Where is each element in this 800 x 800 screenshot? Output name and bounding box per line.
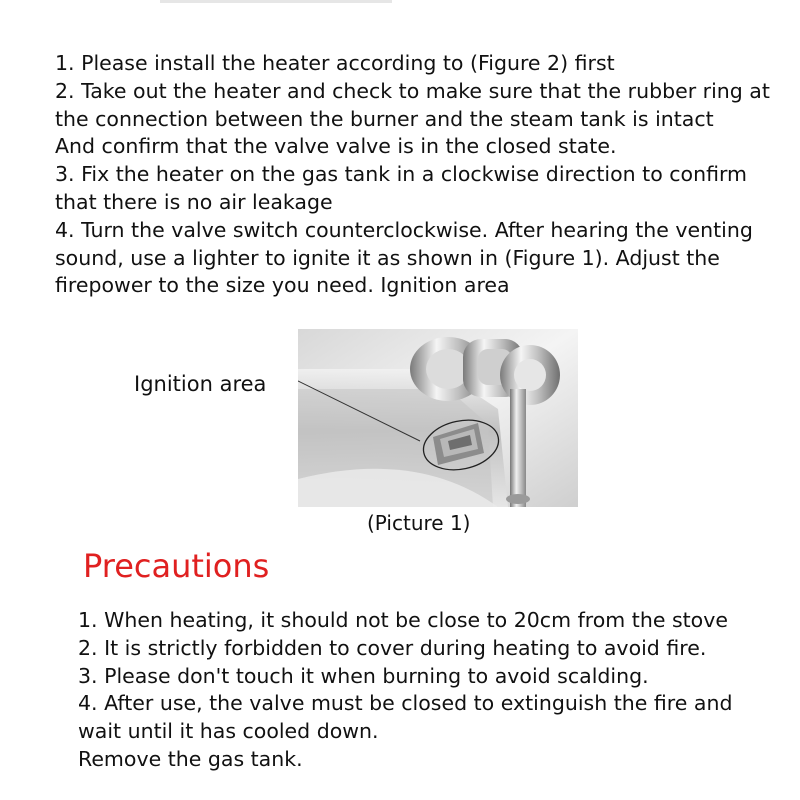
ignition-area-label: Ignition area — [134, 372, 267, 396]
top-divider — [160, 0, 392, 3]
instruction-step-1: 1. Please install the heater according to (Figure 2) first — [55, 51, 615, 75]
instruction-step-4: 4. Turn the valve switch counterclockwise. After hearing the venting sound, use a lighter to ignite it as shown in (Figure 1). Adjust the firepower to the size you need. Ignition area — [55, 217, 753, 298]
heater-valve-photo — [298, 329, 578, 507]
precautions-title: Precautions — [83, 547, 270, 585]
figure-caption: (Picture 1) — [367, 511, 471, 535]
precautions-list — [78, 607, 778, 774]
precaution-item-1: 1. When heating, it should not be close to 20cm from the stove — [78, 608, 728, 632]
precaution-item-4: 4. After use, the valve must be closed to extinguish the fire and wait until it has cooled down. — [78, 691, 733, 744]
instruction-step-2-note: And confirm that the valve valve is in the closed state. — [55, 134, 617, 159]
instruction-list — [55, 50, 785, 300]
precaution-item-5: Remove the gas tank. — [78, 746, 303, 771]
instruction-step-2: 2. Take out the heater and check to make sure that the rubber ring at the connection between the burner and the steam tank is intact — [55, 78, 770, 131]
precaution-item-3: 3. Please don't touch it when burning to avoid scalding. — [78, 663, 649, 688]
instruction-step-3: 3. Fix the heater on the gas tank in a clockwise direction to confirm that there is no air leakage — [55, 162, 748, 214]
precaution-item-2: 2. It is strictly forbidden to cover during heating to avoid fire. — [78, 635, 707, 660]
